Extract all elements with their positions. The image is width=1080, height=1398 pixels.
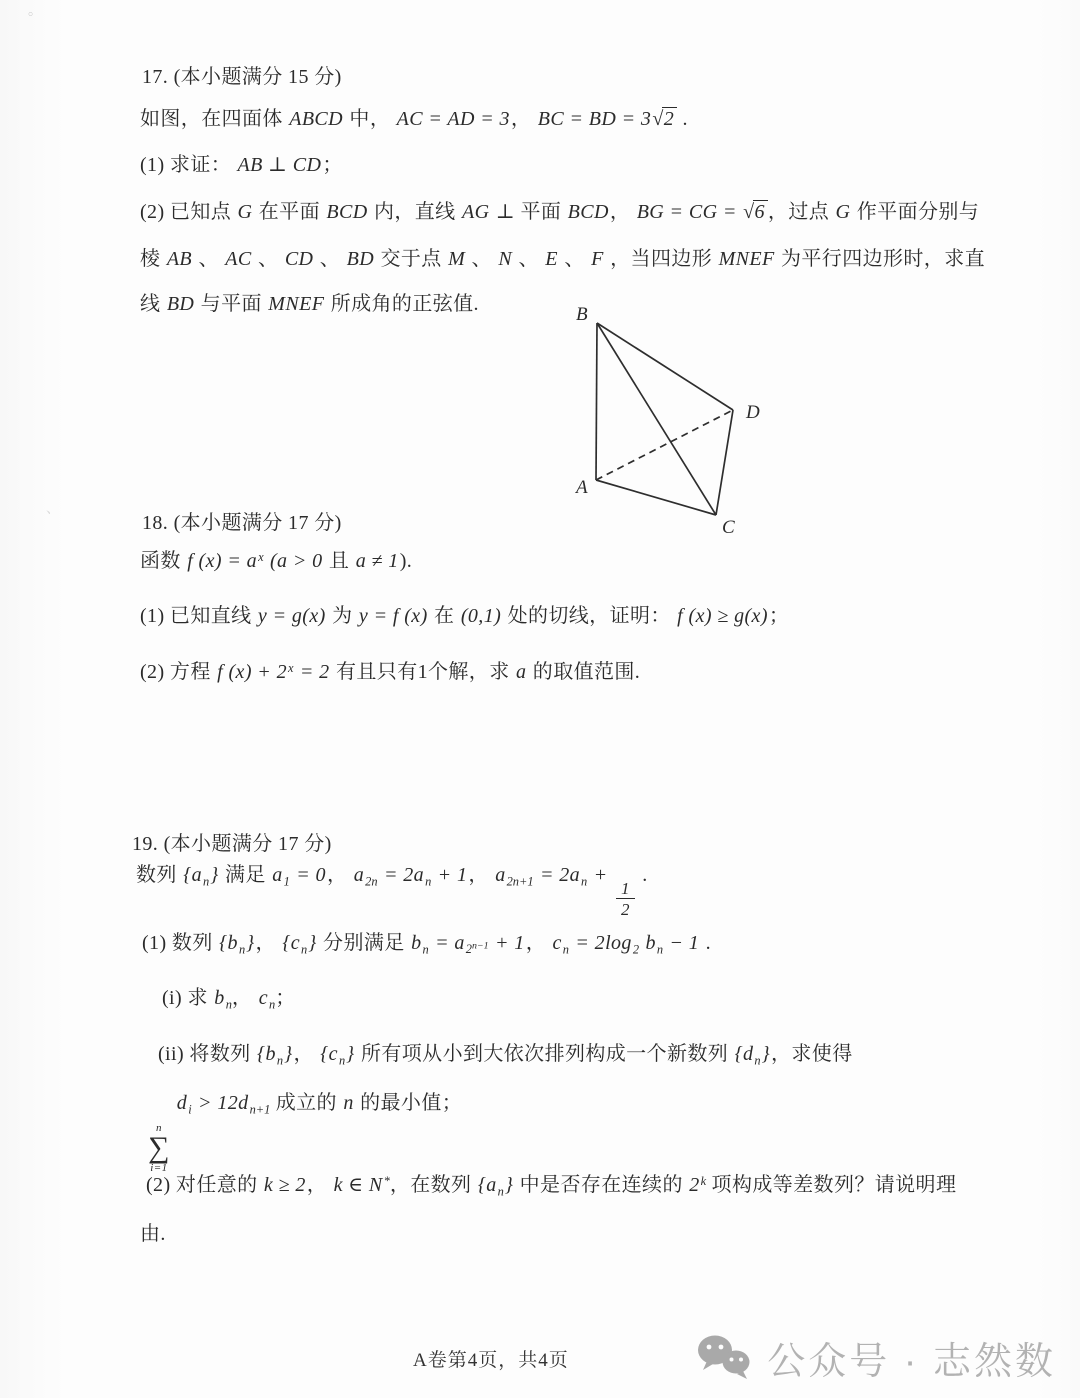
- math-run: AC: [225, 248, 252, 270]
- q18-part1: [140, 601, 789, 631]
- text-run: 、: [193, 248, 225, 270]
- subscript: n+1: [249, 1102, 271, 1117]
- text-run: 所成角的正弦值.: [325, 293, 479, 315]
- text-run: ；: [322, 154, 343, 176]
- math-run: {c: [320, 1043, 338, 1065]
- math-run: + 1: [432, 864, 468, 886]
- math-run: a: [353, 864, 365, 886]
- superscript: x: [287, 660, 294, 675]
- q18-header: [142, 508, 342, 538]
- math-run: = 2log: [569, 932, 632, 954]
- sigma-icon: ∑: [148, 1131, 170, 1165]
- math-run: y = f (x): [358, 605, 428, 627]
- q19-sum-condition: [148, 1088, 462, 1174]
- text-run: ，: [306, 1174, 333, 1196]
- math-run: BD: [166, 293, 195, 315]
- text-run: 数列: [136, 864, 183, 886]
- subscript: n: [581, 874, 588, 889]
- q18-part2: [140, 657, 640, 687]
- subscript: n: [656, 942, 664, 957]
- text-run: 由.: [140, 1223, 166, 1245]
- math-run: BCD: [326, 201, 368, 223]
- text-run: ⊥ 平面: [490, 201, 567, 223]
- math-run: {c: [282, 932, 301, 954]
- math-run: }: [346, 1043, 355, 1065]
- edge-CD: [716, 410, 733, 515]
- text-run: 项构成等差数列？请说明理: [706, 1174, 957, 1196]
- math-run: AB ⊥ CD: [237, 154, 322, 176]
- text-run: 处的切线，证明：: [502, 605, 677, 627]
- math-run: CD: [284, 248, 314, 270]
- tetrahedron-figure: [566, 300, 781, 540]
- math-run: BCD: [567, 201, 609, 223]
- math-run: y = g(x): [257, 605, 326, 627]
- subscript: n: [203, 874, 210, 889]
- q17-part2-line3: [140, 289, 479, 319]
- math-run: f (x) + 2: [217, 661, 287, 683]
- text-run: (2) 对任意的: [146, 1174, 263, 1196]
- math-run: }: [210, 864, 219, 886]
- q18-intro: [140, 546, 412, 576]
- subscript: n: [238, 942, 246, 957]
- text-run: 线: [140, 293, 166, 315]
- text-run: 、: [314, 248, 346, 270]
- text-run: (1) 已知直线: [140, 605, 257, 627]
- math-run: ABCD: [289, 108, 344, 130]
- fraction-numerator: 1: [616, 879, 635, 900]
- math-run: }: [308, 932, 317, 954]
- text-run: 成立的: [270, 1092, 343, 1114]
- math-run: N: [498, 248, 513, 270]
- sum-upper-limit: n: [155, 1122, 162, 1134]
- superscript: x: [258, 549, 264, 564]
- text-run: 作平面分别与: [851, 201, 980, 223]
- subscript: n: [301, 942, 308, 957]
- text-run: 有且只有1个解，求: [330, 661, 515, 683]
- math-run: k ≥ 2: [263, 1174, 306, 1196]
- subscript: n: [754, 1053, 761, 1068]
- q19-part1-i: [162, 983, 296, 1014]
- text-run: 所有项从小到大依次排列构成一个新数列: [355, 1043, 734, 1065]
- watermark-text: 公众号 · 志然数: [767, 1341, 1056, 1383]
- text-run: ，过点: [767, 201, 835, 223]
- q19-header: [132, 829, 332, 859]
- math-run: b: [214, 987, 225, 1009]
- radicand: 6: [753, 200, 768, 223]
- text-run: 的取值范围.: [527, 661, 641, 683]
- math-run: k ∈ N: [333, 1174, 383, 1196]
- q19-part1-ii: [158, 1039, 853, 1070]
- math-run: a: [495, 864, 506, 886]
- edge-BA: [596, 323, 597, 480]
- math-run: d: [176, 1092, 188, 1114]
- text-run: ，当四边形: [604, 248, 718, 270]
- math-run: f (x) = a: [187, 550, 258, 572]
- page-footer: [413, 1345, 569, 1372]
- text-run: (i) 求: [162, 987, 214, 1009]
- text-run: 在平面: [253, 201, 326, 223]
- question-number-title: 17. (本小题满分 15 分): [142, 66, 342, 88]
- text-run: (2) 方程: [140, 661, 217, 683]
- subscript: 2n+1: [506, 874, 534, 889]
- text-run: 为平行四边形时，求直: [775, 248, 986, 270]
- math-run: + 1: [489, 932, 525, 954]
- subscript-with-exponent: [466, 942, 489, 956]
- math-run: b: [411, 932, 422, 954]
- text-run: ).: [399, 550, 413, 572]
- math-run: M: [448, 248, 466, 270]
- sqrt-expression: [652, 104, 677, 134]
- text-run: 内，直线: [368, 201, 461, 223]
- text-run: 在: [428, 605, 460, 627]
- math-run: b: [640, 932, 656, 954]
- math-run: BC = BD = 3: [537, 108, 652, 130]
- subscript: n: [422, 942, 429, 957]
- q19-intro: [136, 860, 648, 920]
- subscript: n: [425, 874, 432, 889]
- q19-part1: [142, 928, 711, 959]
- text-run: ，: [255, 932, 282, 954]
- subscript: n: [268, 997, 276, 1012]
- math-run: AC = AD = 3: [396, 108, 510, 130]
- page-number-label: A卷第4页，共4页: [413, 1350, 569, 1371]
- math-run: F: [591, 248, 604, 270]
- superscript: k: [700, 1173, 707, 1188]
- math-run: (a > 0: [264, 550, 323, 572]
- math-run: − 1: [664, 932, 700, 954]
- math-run: MNEF: [718, 248, 775, 270]
- radicand: 2: [662, 107, 677, 130]
- subscript: n: [562, 942, 569, 957]
- math-run: = 2a: [378, 864, 425, 886]
- text-run: 分别满足: [317, 932, 411, 954]
- q17-part1: [140, 150, 343, 180]
- math-run: {b: [257, 1043, 276, 1065]
- summation: [148, 1123, 170, 1174]
- subscript: n: [276, 1053, 284, 1068]
- math-run: G: [237, 201, 253, 223]
- text-run: 交于点: [375, 248, 448, 270]
- math-run: }: [761, 1043, 770, 1065]
- math-run: = 2a: [534, 864, 581, 886]
- watermark: [695, 1330, 1056, 1385]
- vertex-label-d: D: [746, 402, 760, 423]
- text-run: 为: [326, 605, 358, 627]
- text-run: 的最小值；: [354, 1092, 463, 1114]
- text-run: (1) 求证：: [140, 154, 237, 176]
- vertex-label-a: A: [576, 477, 588, 498]
- math-run: f (x) ≥ g(x): [677, 605, 768, 627]
- text-run: 中是否存在连续的: [514, 1174, 689, 1196]
- math-run: {a: [183, 864, 203, 886]
- math-run: MNEF: [268, 293, 325, 315]
- question-number-title: 19. (本小题满分 17 分): [132, 833, 332, 855]
- sqrt-expression: [743, 197, 768, 227]
- superscript: *: [383, 1173, 390, 1188]
- math-run: {d: [734, 1043, 754, 1065]
- radical-sign: √: [743, 201, 755, 223]
- q17-part2-line2: [140, 244, 985, 274]
- math-run: c: [258, 987, 268, 1009]
- q17-header: [142, 62, 342, 92]
- scan-artifact: 、: [46, 502, 60, 517]
- q19-part2-line1: [146, 1170, 956, 1201]
- subscript: 2n: [365, 874, 378, 889]
- text-run: .: [700, 932, 711, 954]
- text-run: ，在数列: [389, 1174, 477, 1196]
- q19-part2-line2: [140, 1219, 166, 1249]
- text-run: (ii) 将数列: [158, 1043, 257, 1065]
- math-run: {a: [477, 1174, 497, 1196]
- text-run: 、: [466, 248, 498, 270]
- text-run: (1) 数列: [142, 932, 219, 954]
- math-run: {b: [219, 932, 238, 954]
- math-run: BD: [346, 248, 375, 270]
- text-run: ，: [293, 1043, 320, 1065]
- math-run: a ≠ 1: [355, 550, 399, 572]
- math-run: a: [272, 864, 283, 886]
- text-run: 如图，在四面体: [140, 108, 289, 130]
- text-run: .: [677, 108, 688, 130]
- text-run: 中，: [344, 108, 396, 130]
- subscript-base: 2: [465, 942, 472, 957]
- subscript: n: [225, 997, 232, 1012]
- text-run: 满足: [219, 864, 272, 886]
- math-run: n: [343, 1092, 354, 1114]
- wechat-icon: [695, 1333, 753, 1383]
- math-run: }: [246, 932, 255, 954]
- text-run: ，: [326, 864, 353, 886]
- text-run: 函数: [140, 550, 187, 572]
- text-run: 棱: [140, 248, 166, 270]
- math-run: > 12d: [192, 1092, 249, 1114]
- subscript: n: [497, 1184, 504, 1199]
- fraction: [616, 879, 635, 920]
- text-run: 且: [323, 550, 355, 572]
- edge-AD-hidden: [596, 410, 733, 480]
- math-run: (0,1): [460, 605, 502, 627]
- text-run: ；: [275, 987, 296, 1009]
- text-run: ，求使得: [771, 1043, 853, 1065]
- text-run: .: [636, 864, 648, 886]
- q17-intro: [140, 104, 688, 134]
- math-run: BG = CG =: [636, 201, 743, 223]
- subscript: 1: [283, 874, 290, 889]
- math-run: }: [504, 1174, 514, 1196]
- math-run: G: [835, 201, 851, 223]
- edge-BD: [597, 323, 733, 410]
- math-run: c: [552, 932, 562, 954]
- math-run: 2: [689, 1174, 700, 1196]
- subscript: n: [338, 1053, 346, 1068]
- text-run: 、: [252, 248, 284, 270]
- text-run: (2) 已知点: [140, 201, 237, 223]
- radical-sign: √: [652, 108, 664, 130]
- text-run: ，: [510, 108, 537, 130]
- text-run: 与平面: [195, 293, 268, 315]
- math-run: +: [588, 864, 613, 886]
- text-run: ，: [525, 932, 552, 954]
- subscript: i: [188, 1102, 192, 1117]
- vertex-label-c: C: [722, 517, 735, 538]
- text-run: 、: [558, 248, 591, 270]
- text-run: ；: [768, 605, 790, 627]
- text-run: ，: [231, 987, 258, 1009]
- math-run: AB: [166, 248, 193, 270]
- scan-artifact: 。: [28, 4, 42, 19]
- math-run: a: [516, 661, 527, 683]
- sum-lower-limit: i=1: [150, 1162, 168, 1175]
- text-run: 、: [513, 248, 545, 270]
- vertex-label-b: B: [576, 304, 588, 325]
- fraction-denominator: 2: [620, 900, 630, 920]
- text-run: ，: [468, 864, 495, 886]
- subscript-exponent: n−1: [471, 940, 489, 952]
- subscript: 2: [632, 942, 640, 957]
- math-run: = a: [429, 932, 465, 954]
- math-run: AG: [461, 201, 490, 223]
- text-run: ，: [609, 201, 636, 223]
- question-number-title: 18. (本小题满分 17 分): [142, 512, 342, 534]
- math-run: }: [284, 1043, 293, 1065]
- math-run: = 2: [294, 661, 330, 683]
- math-run: = 0: [290, 864, 326, 886]
- q17-part2-line1: [140, 197, 979, 227]
- math-run: E: [545, 248, 558, 270]
